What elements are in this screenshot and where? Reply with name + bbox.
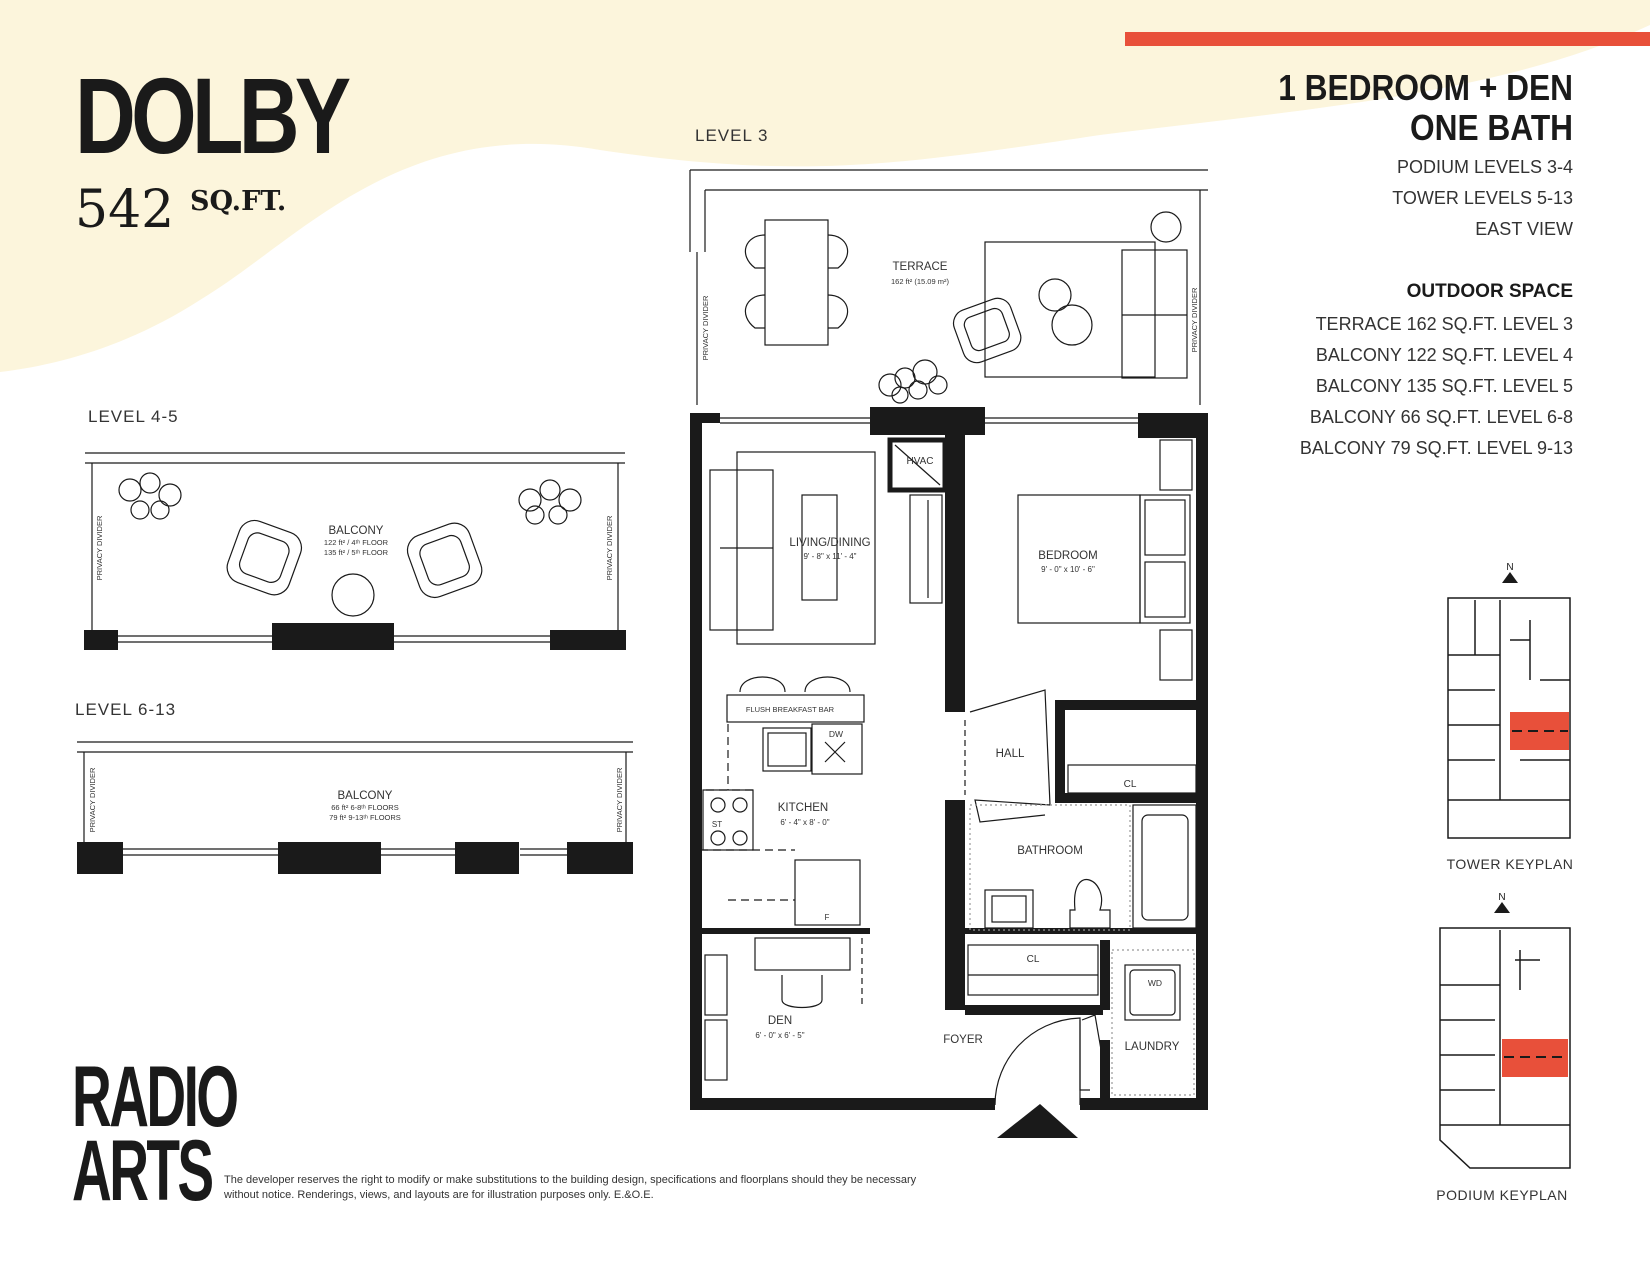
privacy-divider-label: PRIVACY DIVIDER: [615, 767, 624, 833]
foyer-closet: [968, 945, 1098, 995]
brand-logo: [72, 1049, 237, 1219]
terrace-area: 162 ft² (15.09 m²): [891, 277, 949, 286]
den-dim: 6' - 0" x 6' - 5": [755, 1031, 805, 1040]
terrace-chair: [745, 235, 765, 268]
tower-keyplan: [1448, 562, 1570, 838]
level-6-13-label: LEVEL 6-13: [75, 700, 177, 719]
living-label: LIVING/DINING: [789, 537, 871, 549]
balcony-4-5-area1: 122 ft² / 4ᵗʰ FLOOR: [323, 538, 389, 547]
terrace-side-table: [1151, 212, 1181, 242]
north-arrow-icon: [1494, 902, 1510, 913]
toilet: [1070, 880, 1110, 928]
disclaimer-text: The developer reserves the right to modify or make substitutions to the building design, specifications and floorplans should they be necessary without notice. Renderings, views, and layouts are for illustration purposes only. E.&O.E.: [224, 1174, 917, 1201]
den-shelf: [705, 1020, 727, 1080]
bedroom-label: BEDROOM: [1038, 550, 1098, 562]
laundry-label: LAUNDRY: [1124, 1041, 1180, 1053]
terrace-chair: [828, 235, 848, 268]
wd-label: WD: [1147, 978, 1163, 988]
bar-stool: [740, 677, 785, 692]
privacy-divider-label: PRIVACY DIVIDER: [95, 515, 104, 581]
terrace-lounge-chair: [950, 294, 1025, 366]
podium-keyplan: [1440, 892, 1570, 1168]
kitchen-label: KITCHEN: [777, 802, 829, 814]
den-label: DEN: [767, 1015, 793, 1027]
balcony-plant: [119, 473, 181, 519]
level-3-label: LEVEL 3: [695, 126, 769, 145]
terrace-chair: [745, 295, 765, 328]
media-unit: [910, 495, 942, 603]
unit-type-line2: ONE BATH: [1409, 107, 1573, 148]
tower-keyplan-label: TOWER KEYPLAN: [1446, 856, 1574, 872]
living-sofa: [710, 470, 773, 630]
washer-dryer: [1125, 965, 1180, 1020]
balcony-6-13-area1: 66 ft² 6-8ᵗʰ FLOORS: [331, 803, 399, 812]
terrace-railing: [690, 170, 1208, 405]
breakfast-bar-label: FLUSH BREAKFAST BAR: [745, 705, 835, 714]
model-name: DOLBY: [75, 55, 347, 176]
podium-keyplan-label: PODIUM KEYPLAN: [1436, 1187, 1568, 1203]
outdoor-item: BALCONY 79 SQ.FT. LEVEL 9-13: [1299, 438, 1573, 458]
north-label: N: [1506, 562, 1514, 573]
living-dim: 9' - 8" x 11' - 4": [803, 552, 857, 561]
entry-arrow: [997, 1104, 1078, 1138]
balcony-plant: [519, 480, 581, 524]
bar-stool: [805, 677, 850, 692]
bathroom-floor: [970, 805, 1130, 930]
dw-label: DW: [828, 729, 844, 739]
terrace-rug: [985, 242, 1155, 377]
foyer-closet-label: CL: [1026, 954, 1040, 965]
balcony-6-13-area2: 79 ft² 9-13ᵗʰ FLOORS: [329, 813, 401, 822]
balcony-6-13-plan: [77, 742, 633, 874]
foyer-label: FOYER: [943, 1034, 983, 1046]
bathroom-label: BATHROOM: [1017, 845, 1083, 857]
balcony-chair: [403, 519, 486, 602]
desk-chair: [782, 975, 822, 1008]
stove: [703, 790, 753, 850]
terrace-ottoman: [1052, 305, 1092, 345]
desk: [755, 938, 850, 970]
detail-line: EAST VIEW: [1475, 219, 1573, 239]
terrace-dining-table: [765, 220, 828, 345]
brand-line2: ARTS: [72, 1123, 212, 1219]
terrace-label: TERRACE: [892, 261, 948, 273]
brand-line1: RADIO: [72, 1049, 237, 1145]
area-value: 542: [75, 180, 175, 240]
privacy-divider-label: PRIVACY DIVIDER: [1190, 287, 1199, 353]
level-4-5-label: LEVEL 4-5: [88, 407, 179, 426]
hall-closet-label: CL: [1123, 779, 1137, 790]
detail-line: TOWER LEVELS 5-13: [1392, 188, 1573, 208]
fridge-label: F: [824, 913, 830, 922]
privacy-divider-label: PRIVACY DIVIDER: [701, 295, 710, 361]
balcony-table: [332, 574, 374, 616]
north-label: N: [1498, 892, 1506, 903]
balcony-4-5-plan: [84, 453, 626, 650]
detail-line: PODIUM LEVELS 3-4: [1396, 157, 1573, 177]
kitchen-sink: [763, 728, 811, 771]
laundry-floor: [1112, 950, 1194, 1095]
privacy-divider-label: PRIVACY DIVIDER: [605, 515, 614, 581]
outdoor-item: TERRACE 162 SQ.FT. LEVEL 3: [1315, 314, 1573, 334]
unit-type-line1: 1 BEDROOM + DEN: [1278, 67, 1573, 108]
entry-door: [995, 1018, 1080, 1105]
area-unit: SQ.FT.: [190, 186, 287, 217]
outdoor-item: BALCONY 66 SQ.FT. LEVEL 6-8: [1309, 407, 1573, 427]
balcony-4-5-area2: 135 ft² / 5ᵗʰ FLOOR: [323, 548, 389, 557]
hvac-label: HVAC: [906, 456, 934, 467]
outdoor-heading: OUTDOOR SPACE: [1406, 281, 1573, 302]
balcony-6-13-label: BALCONY: [337, 790, 393, 802]
balcony-4-5-label: BALCONY: [328, 525, 384, 537]
kitchen-dim: 6' - 4" x 8' - 0": [780, 818, 830, 827]
north-arrow-icon: [1502, 572, 1518, 583]
den-shelf: [705, 955, 727, 1015]
bedroom-dim: 9' - 0" x 10' - 6": [1041, 565, 1095, 574]
stove-label: ST: [711, 820, 723, 829]
nightstand: [1160, 630, 1192, 680]
balcony-chair: [223, 516, 306, 599]
terrace-chair: [828, 295, 848, 328]
outdoor-item: BALCONY 135 SQ.FT. LEVEL 5: [1315, 376, 1573, 396]
outdoor-item: BALCONY 122 SQ.FT. LEVEL 4: [1315, 345, 1573, 365]
hall-label: HALL: [995, 748, 1025, 760]
privacy-divider-label: PRIVACY DIVIDER: [88, 767, 97, 833]
terrace-plant: [879, 360, 947, 403]
nightstand: [1160, 440, 1192, 490]
